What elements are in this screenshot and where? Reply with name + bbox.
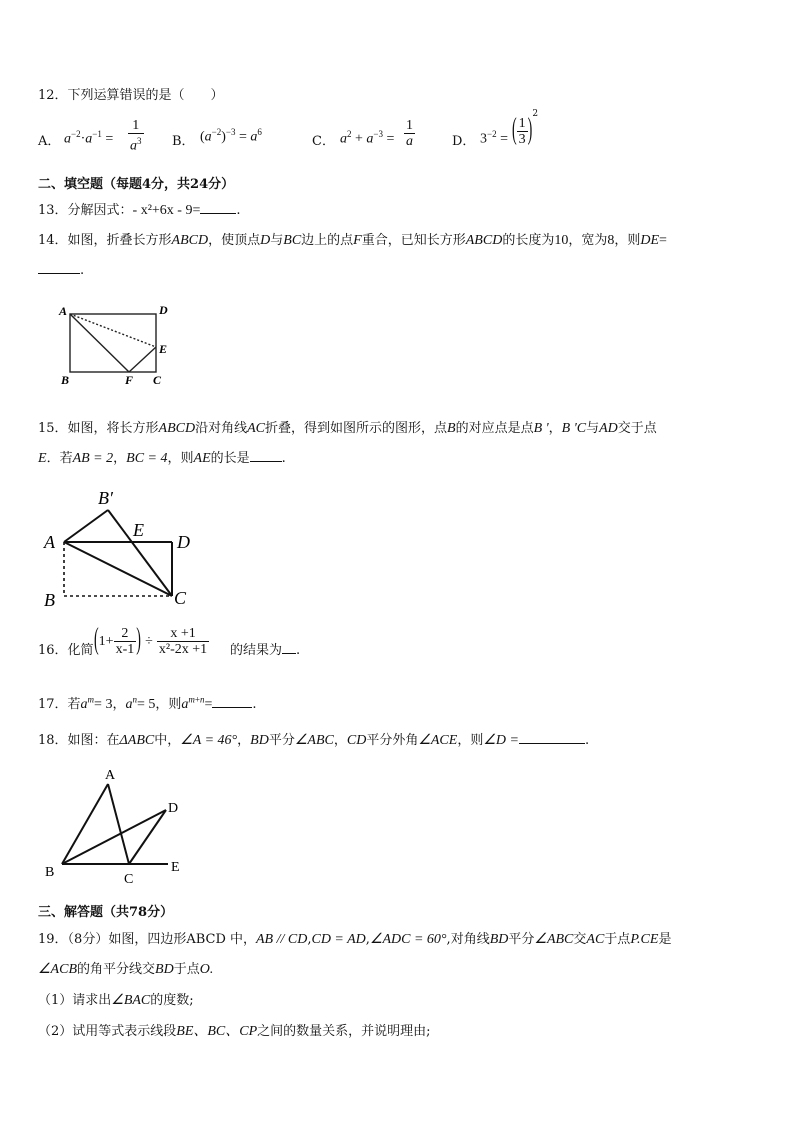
q16-denominator-2: x²-2x +1 — [158, 642, 208, 657]
q14-point-d: D — [260, 233, 271, 248]
q15-end: . — [281, 451, 286, 466]
q16-numerator-1: 2 — [114, 626, 137, 642]
q18-end: . — [584, 733, 590, 748]
q16-tail — [230, 639, 300, 658]
question-19-part-1 — [38, 989, 194, 1009]
label-a: A — [44, 532, 55, 552]
q15-text: 15．如图，将长方形 — [38, 421, 159, 436]
q17-eq-3: = — [204, 697, 213, 712]
q19-point-o: O. — [199, 962, 214, 977]
q16-denominator-1: x-1 — [115, 642, 135, 657]
q15-text: 与 — [586, 421, 600, 436]
dotted-line-ae — [70, 314, 156, 347]
answer-blank — [38, 261, 80, 274]
q14-segment-bc: BC — [283, 233, 302, 248]
label-c: C — [124, 872, 134, 887]
section-3-heading: 三、解答题（共78分） — [38, 905, 174, 920]
q15-text: ， — [548, 421, 562, 436]
label-a: A — [59, 304, 68, 318]
q14-length: 10 — [554, 233, 569, 248]
line-abprime — [64, 510, 108, 542]
q14-text: 重合，已知长方形 — [361, 233, 466, 248]
q14-equals: = — [659, 233, 667, 248]
option-b-expr: $(a^{-2})^{-3} = a^6$ — [200, 127, 262, 145]
q16-fraction-2 — [157, 626, 209, 657]
fold-line-af — [70, 314, 129, 372]
line-ac — [108, 784, 129, 864]
q19-text: 于点 — [173, 962, 200, 977]
answer-blank — [200, 201, 236, 214]
q19-condition-1: AB // CD — [256, 932, 308, 947]
q17-text: ， — [112, 697, 126, 712]
label-b: B — [44, 590, 55, 610]
question-13 — [38, 199, 241, 219]
figure-15-folded-rectangle — [40, 484, 200, 610]
question-14-line2 — [38, 261, 84, 278]
q14-rect: ABCD — [465, 233, 503, 248]
q14-width: 8 — [607, 233, 615, 248]
q15-diagonal-ac: AC — [247, 421, 266, 436]
label-e: E — [171, 860, 180, 875]
label-bprime: B′ — [98, 488, 113, 508]
q16-one-plus: 1+ — [98, 634, 114, 649]
label-b: B — [45, 865, 55, 880]
question-12-stem: 12．下列运算错误的是（ ） — [38, 88, 224, 103]
q19-text: 是 — [658, 932, 672, 947]
question-15-line2 — [38, 447, 286, 467]
q18-bd: BD — [250, 733, 269, 748]
option-c-expr: $a^2 + a^{-3}$ = — [340, 129, 395, 147]
q19-angle-bac: ∠BAC — [111, 993, 151, 1008]
q17-eq-2: = 5 — [136, 697, 156, 712]
label-f: F — [125, 373, 134, 387]
q18-text: 平分外角 — [366, 733, 419, 748]
q19-segments: BE、BC、CP — [176, 1024, 258, 1039]
q19-text: 于点 — [604, 932, 631, 947]
option-d-label: D． — [452, 134, 476, 149]
q19-text: 的度数; — [150, 993, 194, 1008]
question-18 — [38, 729, 589, 749]
option-a-label: A． — [38, 134, 61, 149]
q19-bd: BD — [155, 962, 174, 977]
q16-text: 16．化简 — [38, 643, 94, 658]
q17-eq-1: = 3 — [94, 697, 113, 712]
q19-angle-acb: ∠ACB — [38, 962, 77, 977]
q17-end: . — [252, 697, 257, 712]
question-19-line1: 19．（8分）如图，四边形ABCD 中，AB // CD,CD = AD,∠ADC = 60°,对角线BD平分∠ABC交AC于点P.CE是 — [38, 932, 672, 947]
question-14-line1 — [38, 229, 667, 249]
q15-ab: AB = 2 — [72, 451, 114, 466]
q14-text: 的长度为 — [502, 233, 555, 248]
q14-rect: ABCD — [171, 233, 209, 248]
q15-text: 沿对角线 — [195, 421, 248, 436]
q15-rect: ABCD — [158, 421, 196, 436]
label-d: D — [168, 801, 179, 816]
answer-blank — [282, 641, 296, 654]
option-a-fraction: $\frac{1}{a^3}$ — [130, 118, 142, 154]
q16-end: . — [296, 643, 301, 658]
q18-cd: CD — [346, 733, 367, 748]
q16-expression: (1+ $\frac{2}{x-1}$ ) ÷ $\frac{x +1}{\text{x²-2x +1}}$ — [94, 623, 208, 657]
question-13-expr: - x²+6x - 9= — [132, 203, 201, 218]
label-d: D — [177, 532, 190, 552]
q19-condition-2: CD = AD — [311, 932, 366, 947]
q18-triangle: ΔABC — [119, 733, 155, 748]
q16-divide: ÷ — [145, 634, 153, 649]
q14-end: . — [80, 263, 85, 278]
q18-text: ，则 — [457, 733, 484, 748]
option-a-expr: $a^{-2}\cdot a^{-1}$ = — [64, 129, 114, 147]
q19-text: 交 — [573, 932, 587, 947]
answer-blank — [250, 449, 282, 462]
line-cd — [129, 810, 166, 864]
q14-text: 边上的点 — [301, 233, 354, 248]
q16-numerator-2: x +1 — [157, 626, 209, 642]
label-b: B — [61, 373, 70, 387]
q19-text: （1）请求出 — [38, 993, 112, 1008]
q19-condition-3: ∠ADC = 60° — [369, 932, 447, 947]
q18-text: ， — [333, 733, 347, 748]
q18-text: ， — [237, 733, 251, 748]
label-e: E — [159, 342, 168, 356]
option-c-fraction: $\frac{1}{a}$ — [406, 118, 413, 149]
q19-text: 之间的数量关系，并说明理由; — [257, 1024, 431, 1039]
q16-text: 的结果为 — [230, 643, 283, 658]
q14-segment-de: DE — [640, 233, 660, 248]
q19-text: 的角平分线交 — [77, 962, 156, 977]
q19-text: 19．（8分）如图，四边形ABCD 中， — [38, 932, 256, 947]
label-a: A — [105, 768, 116, 783]
q19-pce: P.CE — [630, 932, 659, 947]
q17-text: ，则 — [155, 697, 182, 712]
q15-ae: AE — [193, 451, 211, 466]
line-fe — [129, 347, 156, 372]
question-13-suffix: . — [236, 203, 241, 218]
label-c: C — [174, 588, 187, 608]
q18-angle-a: ∠A = 46° — [180, 733, 238, 748]
q18-angle-d: ∠D = — [483, 733, 519, 748]
q14-text: ，使顶点 — [208, 233, 261, 248]
option-d-power: ( $\frac{1}{3}$ )$^2$ — [512, 108, 539, 147]
answer-blank — [212, 695, 252, 708]
q14-text: 14．如图，折叠长方形 — [38, 233, 172, 248]
diagonal-ac — [64, 542, 172, 596]
q15-text: ．若 — [46, 451, 73, 466]
q15-text: 交于点 — [617, 421, 657, 436]
q15-text: 折叠，得到如图所示的图形，点 — [265, 421, 448, 436]
q18-angle-ace: ∠ACE — [418, 733, 458, 748]
question-19-line2 — [38, 958, 213, 978]
q18-text: 平分 — [268, 733, 295, 748]
q19-text: （2）试用等式表示线段 — [38, 1024, 177, 1039]
question-15-line1 — [38, 417, 657, 437]
label-d: D — [159, 303, 168, 317]
q19-text: 对角线 — [450, 932, 490, 947]
q14-text: 与 — [270, 233, 284, 248]
q15-text: ，则 — [167, 451, 194, 466]
question-13-prefix: 13．分解因式： — [38, 203, 133, 218]
label-e: E — [133, 520, 144, 540]
section-2-heading: 二、填空题（每题4分，共24分） — [38, 177, 235, 192]
q15-segment-ad: AD — [599, 421, 618, 436]
q15-text: 的长是 — [210, 451, 250, 466]
q15-point-e: E — [38, 451, 47, 466]
answer-blank — [519, 731, 585, 744]
figure-14-folded-rectangle — [56, 300, 186, 392]
rectangle-abcd — [70, 314, 156, 372]
q14-text: ，则 — [614, 233, 641, 248]
figure-18-triangle — [40, 764, 190, 888]
q17-text: 17．若 — [38, 697, 81, 712]
q14-point-f: F — [353, 233, 362, 248]
q19-text: 平分 — [508, 932, 535, 947]
option-c-label: C． — [312, 134, 335, 149]
q18-text: 18．如图：在 — [38, 733, 120, 748]
question-17: 17．若$a^m= 3$，$a^n= 5$，则$a^{m+n}=$ . — [38, 694, 257, 712]
q15-bc: BC = 4 — [126, 451, 168, 466]
q19-bd: BD — [489, 932, 509, 947]
q15-point-b: B — [447, 421, 456, 436]
label-c: C — [153, 373, 162, 387]
q15-text: ， — [113, 451, 127, 466]
q15-point-bprime: B ' — [533, 421, 549, 436]
q19-ac: AC — [586, 932, 605, 947]
q18-angle-abc: ∠ABC — [294, 733, 334, 748]
q16-fraction-1 — [114, 626, 137, 657]
q14-text: ，宽为 — [568, 233, 608, 248]
option-b-label: B． — [172, 134, 195, 149]
q15-text: 的对应点是点 — [455, 421, 534, 436]
question-19-part-2 — [38, 1020, 431, 1040]
q15-segment-bpc: B 'C — [561, 421, 587, 436]
q19-angle-abc: ∠ABC — [534, 932, 574, 947]
option-d-expr: $3^{-2}$ = — [480, 129, 508, 147]
q18-text: 中， — [154, 733, 181, 748]
